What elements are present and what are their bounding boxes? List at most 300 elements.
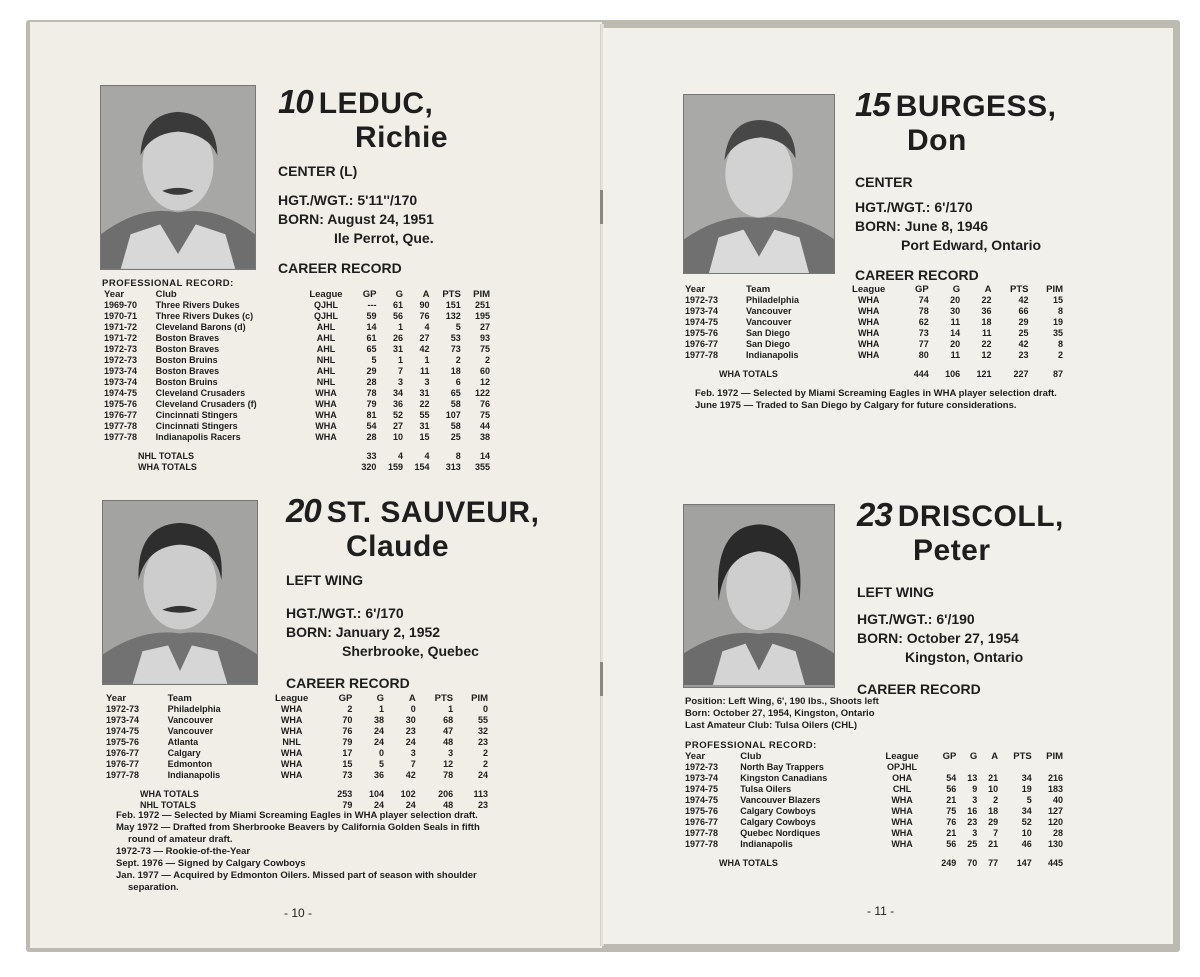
player-photo-st-sauveur [102,500,258,685]
table-cell: 81 [366,410,377,420]
table-cell: 1972-73 [685,295,719,305]
table-cell: 23 [967,817,978,827]
record-title: PROFESSIONAL RECORD: [685,740,817,751]
totals-cell: 154 [414,462,430,472]
column-header: Year [104,289,125,300]
table-cell: 8 [1057,306,1063,316]
table-cell: 1976-77 [106,748,140,758]
table-cell: 76 [419,311,430,321]
table-row [102,366,492,377]
table-cell: North Bay Trappers [740,762,824,772]
table-cell: 1975-76 [685,806,719,816]
first-name: Richie [354,121,448,154]
column-header: PIM [471,693,488,704]
column-header: Year [685,751,706,762]
table-cell: 10 [988,784,999,794]
totals-cell: 445 [1047,858,1063,868]
table-cell: 76 [479,399,490,409]
record-title: PROFESSIONAL RECORD: [102,278,234,289]
table-cell: 70 [342,715,353,725]
totals-cell: 8 [455,451,461,461]
table-cell: 130 [1047,839,1063,849]
table-cell: 1969-70 [104,300,138,310]
table-cell: 3 [972,828,978,838]
table-cell: 56 [946,839,957,849]
career-record-heading: CAREER RECORD [857,681,981,697]
table-cell: 25 [967,839,978,849]
table-cell: 1974-75 [685,317,719,327]
spacer-row [102,443,492,451]
table-cell: 3 [410,748,416,758]
table-cell: 151 [445,300,461,310]
totals-cell: 104 [368,789,385,799]
table-row [683,817,1065,828]
table-header-row [104,693,490,704]
totals-label: NHL TOTALS [138,451,194,461]
table-row [102,322,492,333]
totals-row [102,462,492,473]
table-cell: 1975-76 [685,328,719,338]
table-cell [1000,762,1034,773]
table-cell: 73 [342,770,353,780]
table-cell: Boston Braves [155,344,220,354]
column-header: League [274,693,309,704]
birth-place: Sherbrooke, Quebec [342,643,479,659]
table-cell: 2 [484,355,490,365]
career-record-heading: CAREER RECORD [286,675,410,691]
table-cell: 7 [397,366,403,376]
table-cell: 17 [342,748,353,758]
table-cell: 12 [981,350,992,360]
table-cell: 24 [374,726,385,736]
table-cell: 5 [379,759,385,769]
totals-cell: 159 [387,462,403,472]
table-cell: Philadelphia [167,704,221,714]
table-cell: 122 [474,388,490,398]
table-cell: Boston Braves [155,366,220,376]
table-cell: 18 [450,366,461,376]
column-header: GP [362,289,377,300]
table-cell: 1972-73 [104,355,138,365]
transaction-note: Feb. 1972 — Selected by Miami Screaming Eagles in WHA player selection draft. [116,810,478,821]
table-cell: 1977-78 [685,350,719,360]
height-weight: HGT./WGT.: 6'/170 [286,605,404,621]
table-cell: 1 [397,322,403,332]
table-cell: 2 [993,795,999,805]
totals-cell: 206 [438,789,454,799]
table-cell: 76 [342,726,353,736]
table-cell: 1 [379,704,385,714]
table-cell: Indianapolis [167,770,221,780]
first-name: Peter [913,534,991,567]
table-cell: 15 [342,759,353,769]
column-header: GP [338,693,353,704]
table-cell: Three Rivers Dukes (c) [155,311,254,321]
birth-place: Port Edward, Ontario [901,237,1042,253]
column-header: PIM [1046,284,1063,295]
table-cell: 11 [950,317,961,327]
table-cell: Cleveland Crusaders (f) [155,399,257,409]
table-cell: OHA [892,773,913,783]
table-row [102,399,492,410]
table-cell: 93 [479,333,490,343]
table-row [683,306,1065,317]
table-cell: WHA [280,704,303,714]
totals-cell: 106 [945,369,961,379]
table-cell: 78 [443,770,454,780]
table-cell: 36 [374,770,385,780]
table-cell: NHL [282,737,301,747]
totals-cell: 313 [445,462,461,472]
transaction-note: Jan. 1977 — Acquired by Edmonton Oilers. Missed part of season with shoulder separation. [116,870,477,893]
column-header: PTS [434,693,454,704]
table-cell: WHA [280,715,303,725]
table-cell: 0 [379,748,385,758]
last-name: LEDUC, [318,87,434,120]
table-cell: 1973-74 [104,377,138,387]
table-cell: 23 [405,726,416,736]
table-cell: 16 [967,806,978,816]
table-cell: 31 [392,344,403,354]
table-cell: 54 [366,421,377,431]
jersey-number: 20 [286,492,321,529]
table-cell: WHA [857,295,880,305]
table-cell: 183 [1047,784,1063,794]
table-cell: 251 [474,300,490,310]
table-cell: Vancouver [167,726,214,736]
table-row [104,715,490,726]
table-header-row [683,751,1065,762]
table-cell: Boston Bruins [155,377,218,387]
table-cell: Calgary Cowboys [740,806,816,816]
table-cell: 52 [1021,817,1032,827]
spacer-row [683,361,1065,369]
table-cell: Philadelphia [746,295,800,305]
totals-row [104,789,490,800]
player-position: LEFT WING [286,572,363,588]
table-row [104,770,490,781]
player-photo-burgess [683,94,835,274]
table-cell: 78 [366,388,377,398]
table-cell: 1973-74 [685,773,719,783]
table-cell: 5 [455,322,461,332]
table-cell: 11 [950,350,961,360]
table-row [683,828,1065,839]
table-cell: 38 [479,432,490,442]
table-row [683,839,1065,850]
transaction-note: May 1972 — Drafted from Sherbrooke Beavers by California Golden Seals in fifth round of amateur draft. [116,822,480,845]
column-header: Team [746,284,771,295]
jersey-number: 15 [855,86,890,123]
table-cell: 29 [1018,317,1029,327]
table-cell: 30 [405,715,416,725]
career-stats-table-burgess [683,284,1065,380]
height-weight: HGT./WGT.: 5'11''/170 [278,192,418,208]
table-cell: Cincinnati Stingers [155,410,238,420]
birth-date: BORN: June 8, 1946 [855,218,989,234]
table-cell: 3 [972,795,978,805]
last-name: DRISCOLL, [897,500,1064,533]
info-line: Position: Left Wing, 6', 190 lbs., Shoots left [685,696,879,707]
column-header: Team [167,693,192,704]
table-cell: Calgary [167,748,201,758]
column-header: Club [155,289,177,300]
first-name: Claude [346,530,450,563]
table-cell: 1974-75 [685,795,719,805]
totals-label: WHA TOTALS [140,789,199,799]
table-cell: 1977-78 [685,839,719,849]
table-cell: 11 [981,328,992,338]
table-cell: 66 [1018,306,1029,316]
table-cell: WHA [857,317,880,327]
height-weight: HGT./WGT.: 6'/170 [855,199,973,215]
totals-label: WHA TOTALS [719,369,778,379]
spacer-row [683,850,1065,858]
table-cell: 24 [477,770,488,780]
table-cell: 68 [443,715,454,725]
table-row [102,377,492,388]
column-header: Year [685,284,706,295]
table-cell: 14 [950,328,961,338]
table-row [683,806,1065,817]
table-row [104,704,490,715]
totals-cell: 355 [474,462,490,472]
totals-cell: 253 [337,789,353,799]
table-cell [979,762,1000,773]
column-header: PIM [473,289,490,300]
transaction-note: Feb. 1972 — Selected by Miami Screaming Eagles in WHA player selection draft. [695,388,1057,399]
table-cell: 27 [479,322,490,332]
table-cell: 52 [392,410,403,420]
column-header: A [408,693,416,704]
table-cell: WHA [280,726,303,736]
table-cell: 28 [366,432,377,442]
table-cell: WHA [891,817,913,827]
table-cell: QJHL [313,300,338,310]
table-cell: 2 [482,759,488,769]
table-cell: 42 [1018,295,1029,305]
transaction-note: 1972-73 — Rookie-of-the-Year [116,846,251,857]
column-header: League [852,284,886,295]
table-row [102,410,492,421]
table-row [683,773,1065,784]
table-cell: QJHL [313,311,338,321]
table-header-row [683,284,1065,295]
column-header: League [309,289,343,300]
table-cell: 31 [419,388,430,398]
totals-cell: 87 [1052,369,1063,379]
table-cell: Kingston Canadians [740,773,828,783]
table-cell: 2 [347,704,353,714]
table-cell: AHL [316,366,336,376]
column-header: PTS [442,289,461,300]
table-cell: San Diego [746,339,791,349]
table-row [102,432,492,443]
totals-cell: 4 [397,451,403,461]
table-cell: 21 [946,828,957,838]
table-cell: 65 [450,388,461,398]
birth-place: Ile Perrot, Que. [334,230,434,246]
table-row [102,388,492,399]
table-cell: 56 [946,784,957,794]
table-cell: 1976-77 [685,817,719,827]
table-cell: 34 [1021,773,1032,783]
table-cell: 38 [374,715,385,725]
table-row [102,333,492,344]
table-cell: 23 [477,737,488,747]
table-cell: 54 [946,773,957,783]
totals-cell: 33 [366,451,377,461]
table-cell: 34 [392,388,403,398]
table-cell: 27 [392,421,403,431]
column-header: G [395,289,403,300]
table-row [102,344,492,355]
table-cell: 58 [450,421,461,431]
table-cell: 27 [419,333,430,343]
table-cell: 2 [482,748,488,758]
table-cell: 25 [1018,328,1029,338]
table-cell: 53 [450,333,461,343]
totals-cell: 102 [400,789,416,799]
table-cell: 5 [371,355,377,365]
table-cell: 2 [455,355,461,365]
table-cell: --- [367,300,377,310]
table-cell: 75 [479,410,490,420]
table-cell: 31 [419,421,430,431]
table-cell: Indianapolis Racers [155,432,241,442]
table-cell: 62 [918,317,929,327]
table-row [102,311,492,322]
table-cell: 18 [988,806,999,816]
table-cell: 29 [366,366,377,376]
transaction-notes-burgess [695,388,1065,412]
table-cell: WHA [280,759,303,769]
table-cell: 24 [374,737,385,747]
column-header: GP [942,751,957,762]
totals-cell: 113 [473,789,488,799]
player-header-driscoll [857,496,1064,697]
table-cell: 73 [450,344,461,354]
table-cell: 1971-72 [104,322,138,332]
table-cell: 32 [477,726,488,736]
portrait-image [103,501,257,684]
player-info-driscoll [685,696,1045,732]
table-row [104,748,490,759]
table-cell: 1977-78 [104,421,138,431]
table-cell: 15 [1052,295,1063,305]
table-cell: AHL [316,333,336,343]
table-cell: 18 [981,317,992,327]
table-cell: WHA [857,339,880,349]
table-cell: 22 [981,339,992,349]
table-cell: WHA [315,410,337,420]
table-cell: 13 [967,773,978,783]
table-cell: 1973-74 [104,366,138,376]
portrait-image [684,95,834,273]
transaction-notes-st-sauveur [116,810,496,894]
table-cell: Cleveland Barons (d) [155,322,246,332]
table-cell: 42 [419,344,430,354]
player-header-leduc [278,85,448,276]
table-cell: WHA [280,770,303,780]
table-cell: Quebec Nordiques [740,828,821,838]
table-cell: 55 [419,410,430,420]
table-cell: 34 [1021,806,1032,816]
jersey-number: 23 [857,496,892,533]
column-header: G [969,751,978,762]
table-cell: Three Rivers Dukes [155,300,240,310]
table-cell: Tulsa Oilers [740,784,792,794]
totals-cell: 24 [374,800,385,810]
table-cell: 3 [424,377,430,387]
player-header-st-sauveur [286,494,541,691]
birth-date: BORN: August 24, 1951 [278,211,434,227]
table-cell: 127 [1047,806,1063,816]
info-line: Born: October 27, 1954, Kingston, Ontario [685,708,875,719]
table-cell: 7 [410,759,416,769]
table-row [102,355,492,366]
totals-cell: 24 [405,800,416,810]
table-cell: 107 [445,410,461,420]
table-cell: Vancouver Blazers [740,795,821,805]
table-cell: 42 [405,770,416,780]
table-row [683,328,1065,339]
birth-date: BORN: October 27, 1954 [857,630,1019,646]
table-cell: 2 [1057,350,1063,360]
totals-cell: 320 [361,462,377,472]
table-cell: 10 [392,432,403,442]
table-row [102,421,492,432]
table-cell: 42 [1018,339,1029,349]
player-position: CENTER (L) [278,163,358,179]
table-cell: 26 [392,333,403,343]
first-name: Don [907,124,967,157]
table-cell: 1 [424,355,430,365]
table-row [683,784,1065,795]
height-weight: HGT./WGT.: 6'/190 [857,611,975,627]
table-cell: 76 [946,817,957,827]
table-cell: 1973-74 [685,306,719,316]
table-cell: 47 [443,726,454,736]
table-cell [930,762,958,773]
player-photo-leduc [100,85,256,270]
table-cell: 58 [450,399,461,409]
table-cell: 10 [1021,828,1032,838]
table-cell: Indianapolis [740,839,793,849]
column-header: G [952,284,961,295]
table-cell: Boston Bruins [155,355,218,365]
table-row [104,737,490,748]
table-cell: 7 [993,828,999,838]
column-header: PTS [1013,751,1032,762]
table-cell: 36 [981,306,992,316]
table-cell: 46 [1021,839,1032,849]
table-cell: 0 [482,704,488,714]
career-stats-table-leduc [102,289,492,473]
table-cell: 23 [1018,350,1029,360]
table-cell: 40 [1052,795,1063,805]
table-cell: 1977-78 [106,770,140,780]
info-line: Last Amateur Club: Tulsa Oilers (CHL) [685,720,858,731]
table-cell: 8 [1057,339,1063,349]
table-cell: 195 [474,311,490,321]
column-header: A [422,289,430,300]
table-cell: WHA [857,306,880,316]
table-cell: WHA [891,795,913,805]
transaction-note: June 1975 — Traded to San Diego by Calgary for future considerations. [695,400,1017,411]
last-name: ST. SAUVEUR, [326,496,540,529]
table-cell: 74 [918,295,929,305]
